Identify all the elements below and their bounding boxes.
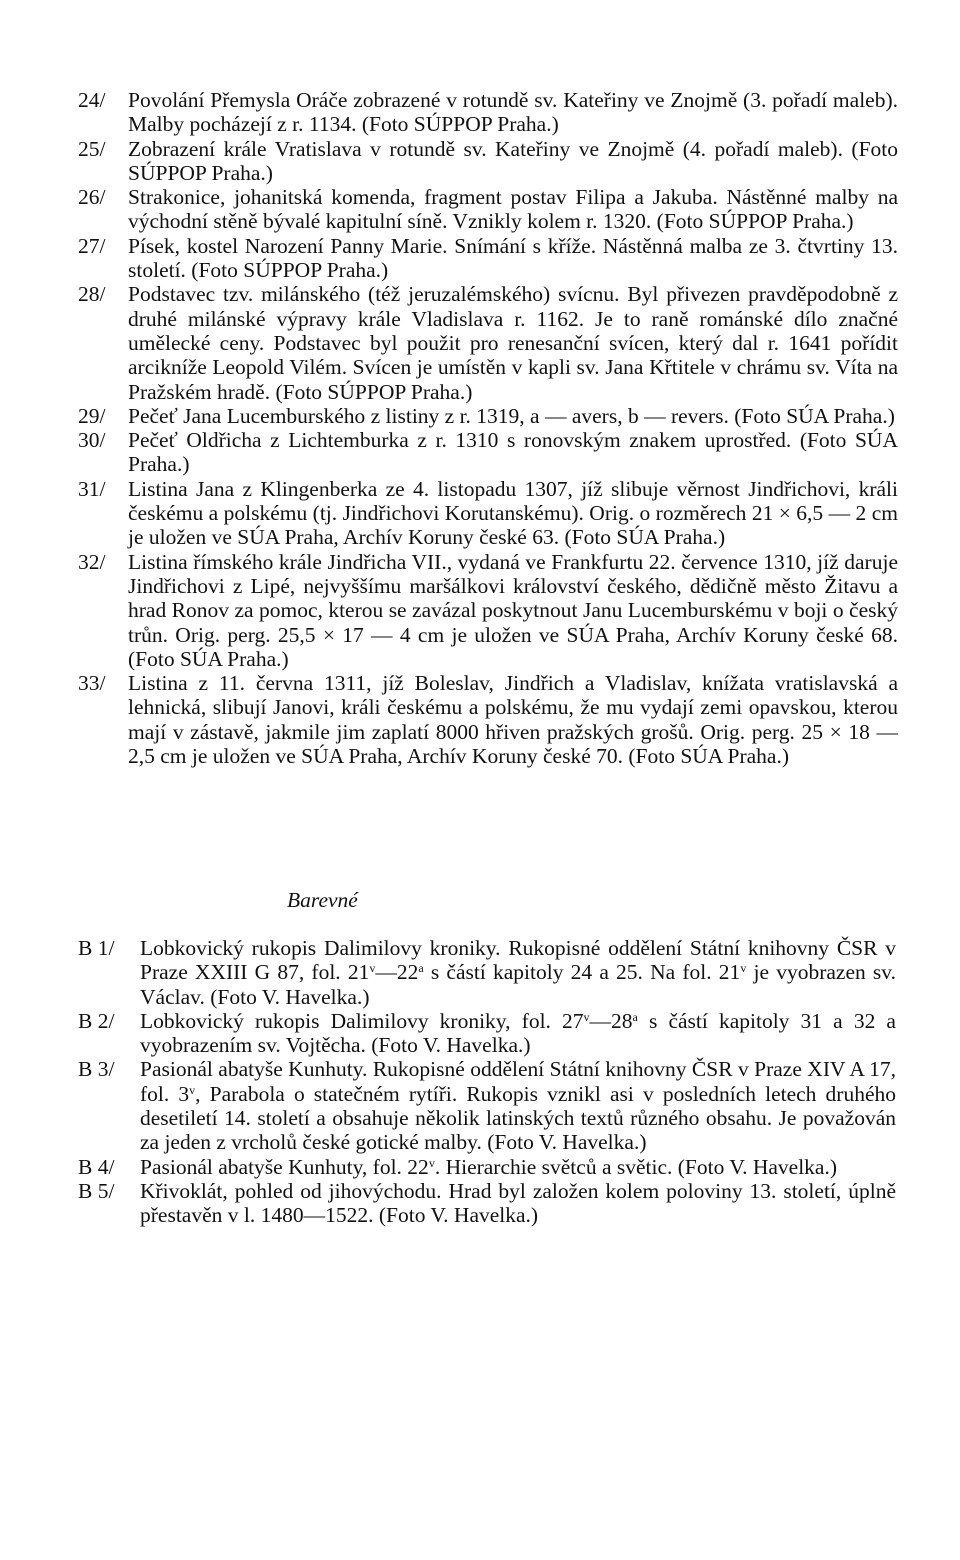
caption-number: 32/ [78, 549, 106, 574]
caption-entry-25 [78, 137, 898, 186]
caption-text [140, 1057, 896, 1154]
caption-number: 24/ [78, 88, 106, 112]
superscript: v [583, 1009, 590, 1024]
color-caption-entry-b3 [78, 1057, 896, 1154]
caption-entry-32 [78, 550, 898, 671]
caption-entry-31 [78, 477, 898, 550]
text-run: Pasionál abatyše Kunhuty. Rukopisné oddělení Státní knihovny ČSR v Praze XIV A 17, fol. 3 [140, 1057, 896, 1106]
caption-number: 30/ [78, 428, 106, 453]
superscript: v [428, 1155, 435, 1170]
caption-text: Listina římského krále Jindřicha VII., vydaná ve Frankfurtu 22. července 1310, jíž daruje Jindřichovi z Lipé, nejvyššímu maršálkovi království českého, dědičně město Žitavu a hrad Ronov za pomoc, kterou se zavázal poskytnout Janu Lucemburskému v boji o český trůn. Orig. perg. 25,5 × 17 — 4 cm je uložen ve SÚA Praha, Archív Koruny české 68. (Foto SÚA Praha.) [128, 549, 898, 671]
caption-list [78, 88, 898, 768]
caption-text: Listina Jana z Klingenberka ze 4. listopadu 1307, jíž slibuje věrnost Jindřichovi, králi českému a polskému (tj. Jindřichovi Korutanskému). Orig. o rozměrech 21 × 6,5 — 2 cm je uložen ve SÚA Praha, Archív Koruny české 63. (Foto SÚA Praha.) [128, 476, 898, 550]
caption-entry-33 [78, 671, 898, 768]
superscript: v [740, 961, 747, 976]
color-caption-entry-b4 [78, 1155, 896, 1179]
superscript: v [369, 961, 376, 976]
caption-number: 28/ [78, 282, 106, 307]
text-run: Křivoklát, pohled od jihovýchodu. Hrad byl založen kolem poloviny 13. století, úplně přestavěn v l. 1480—1522. (Foto V. Havelka.) [140, 1178, 896, 1228]
caption-text: Listina z 11. června 1311, jíž Boleslav, Jindřich a Vladislav, knížata vratislavská a lehnická, slibují Janovi, králi českému a polskému, že mu vydají zemi opavskou, kterou mají v zástavě, jakmile jim zaplatí 8000 hřiven pražských grošů. Orig. perg. 25 × 18 — 2,5 cm je uložen ve SÚA Praha, Archív Koruny české 70. (Foto SÚA Praha.) [128, 671, 898, 769]
color-caption-entry-b2 [78, 1009, 896, 1058]
caption-number: B 1/ [78, 936, 115, 960]
text-run: s částí kapitoly 31 a 32 a vyobrazením sv. Vojtěcha. (Foto V. Havelka.) [140, 1008, 896, 1058]
caption-text: Pečeť Oldřicha z Lichtemburka z r. 1310 s ronovským znakem uprostřed. (Foto SÚA Praha.) [128, 428, 898, 477]
text-run: s částí kapitoly 24 a 25. Na fol. 21 [423, 960, 741, 985]
caption-number: 29/ [78, 403, 106, 428]
caption-text: Povolání Přemysla Oráče zobrazené v rotundě sv. Kateřiny ve Znojmě (3. pořadí maleb). Malby pocházejí z r. 1134. (Foto SÚPPOP Praha.) [128, 88, 898, 137]
text-run: je vyobrazen sv. Václav. (Foto V. Havelka.) [140, 960, 897, 1009]
text-run: , Parabola o statečném rytíři. Rukopis vznikl asi v posledních letech druhého desetiletí 14. století a obsahuje několik latinských textů různého obsahu. Je považován za jeden z vrcholů české gotické malby. (Foto V. Havelka.) [140, 1081, 896, 1155]
text-run: —28 [589, 1008, 633, 1033]
superscript: v [189, 1082, 196, 1097]
text-run: Lobkovický rukopis Dalimilovy kroniky, fol. 27 [140, 1008, 584, 1033]
caption-text: Pečeť Jana Lucemburského z listiny z r. 1319, a — avers, b — revers. (Foto SÚA Praha.) [128, 403, 895, 428]
text-run: Pasionál abatyše Kunhuty, fol. 22 [140, 1154, 429, 1179]
caption-number: B 2/ [78, 1008, 115, 1033]
caption-text [140, 936, 896, 1009]
caption-number: B 5/ [78, 1178, 115, 1203]
caption-number: 27/ [78, 233, 106, 258]
caption-number: 25/ [78, 136, 106, 161]
caption-text [140, 1009, 896, 1058]
text-run: Lobkovický rukopis Dalimilovy kroniky. Rukopisné oddělení Státní knihovny ČSR v Praze XXIII G 87, fol. 21 [140, 936, 896, 985]
text-run: —22 [375, 960, 419, 985]
caption-text: Písek, kostel Narození Panny Marie. Snímání s kříže. Nástěnná malba ze 3. čtvrtiny 13. století. (Foto SÚPPOP Praha.) [128, 233, 898, 283]
caption-entry-24 [78, 88, 898, 137]
color-caption-entry-b1 [78, 936, 896, 1009]
superscript: a [418, 961, 424, 976]
color-caption-list [78, 936, 896, 1228]
caption-text: Strakonice, johanitská komenda, fragment postav Filipa a Jakuba. Nástěnné malby na východní stěně bývalé kapitulní síně. Vznikly kolem r. 1320. (Foto SÚPPOP Praha.) [128, 185, 898, 234]
caption-text [140, 1155, 896, 1179]
caption-number: B 3/ [78, 1057, 115, 1082]
caption-entry-28 [78, 282, 898, 403]
caption-entry-29 [78, 404, 898, 428]
caption-number: B 4/ [78, 1154, 115, 1179]
caption-number: 31/ [78, 476, 106, 501]
superscript: a [632, 1009, 638, 1024]
caption-text: Zobrazení krále Vratislava v rotundě sv. Kateřiny ve Znojmě (4. pořadí maleb). (Foto SÚPPOP Praha.) [128, 136, 898, 185]
caption-entry-26 [78, 185, 898, 234]
caption-number: 33/ [78, 671, 106, 696]
text-run: . Hierarchie světců a světic. (Foto V. Havelka.) [434, 1154, 838, 1179]
caption-entry-30 [78, 428, 898, 477]
caption-entry-27 [78, 234, 898, 283]
caption-text [140, 1179, 896, 1228]
caption-text: Podstavec tzv. milánského (též jeruzalémského) svícnu. Byl přivezen pravděpodobně z druhé milánské výpravy krále Vladislava r. 1162. Je to raně románské dílo značné umělecké ceny. Podstavec byl použit pro renesanční svícen, který dal r. 1641 pořídit arcikníže Leopold Vilém. Svícen je umístěn v kapli sv. Jana Křtitele v chrámu sv. Víta na Pražském hradě. (Foto SÚPPOP Praha.) [128, 282, 898, 404]
color-caption-entry-b5 [78, 1179, 896, 1228]
section-heading: Barevné [287, 888, 358, 912]
caption-number: 26/ [78, 185, 106, 210]
